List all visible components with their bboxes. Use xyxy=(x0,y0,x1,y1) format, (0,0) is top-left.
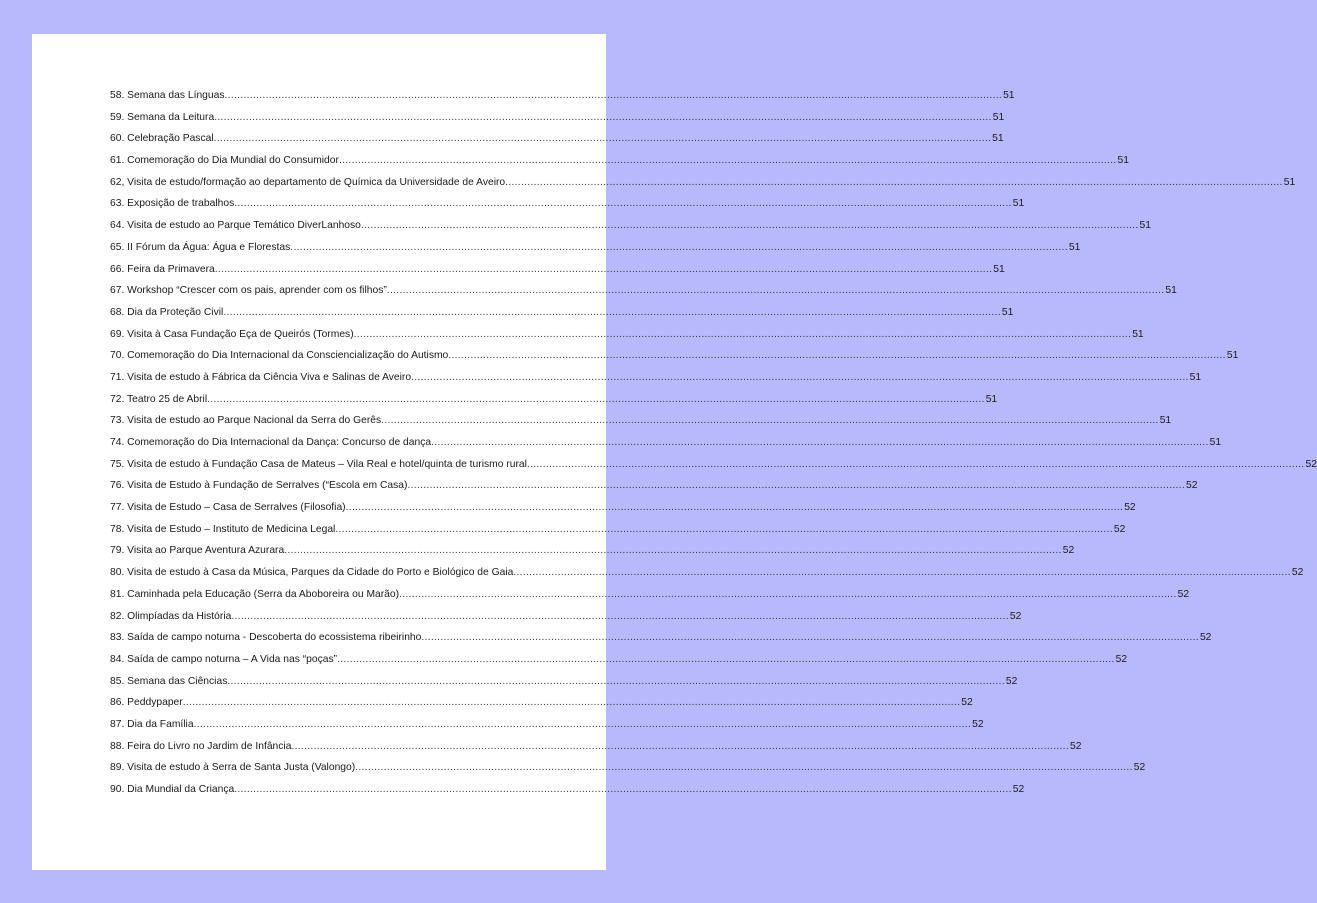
toc-entry[interactable] xyxy=(110,371,1202,394)
dot-leader xyxy=(207,394,985,405)
dot-leader xyxy=(291,741,1069,752)
dot-leader xyxy=(407,480,1185,491)
toc-entry-page-number: 52 xyxy=(1133,762,1146,774)
toc-entry[interactable] xyxy=(110,784,1025,806)
toc-entry[interactable] xyxy=(110,545,1075,567)
toc-entry[interactable] xyxy=(110,697,973,719)
toc-entry[interactable] xyxy=(110,263,1005,286)
toc-entry-title: 76. Visita de Estudo à Fundação de Serralves (“Escola em Casa) xyxy=(110,480,408,492)
dot-leader xyxy=(284,545,1062,556)
dot-leader xyxy=(337,654,1115,665)
dot-leader xyxy=(234,784,1012,795)
toc-entry-title: 73. Visita de estudo ao Parque Nacional da Serra do Gerês xyxy=(110,415,382,427)
dot-leader xyxy=(194,719,972,730)
toc-entry-page-number: 51 xyxy=(1139,220,1151,232)
toc-entry-title: 68. Dia da Proteção Civil xyxy=(110,306,224,318)
toc-entry-title: 81. Caminhada pela Educação (Serra da Aboboreira ou Marão) xyxy=(110,588,400,600)
toc-entry[interactable] xyxy=(110,285,1177,307)
dot-leader xyxy=(214,133,992,144)
toc-entry-page-number: 52 xyxy=(1062,545,1075,557)
toc-entry[interactable] xyxy=(110,306,1014,329)
toc-entry[interactable] xyxy=(110,675,1018,698)
toc-entry-title: 60. Celebração Pascal xyxy=(110,133,214,145)
dot-leader xyxy=(448,350,1226,361)
toc-entry-page-number: 52 xyxy=(1177,588,1190,600)
toc-entry-page-number: 52 xyxy=(1305,458,1317,470)
toc-entry-page-number: 52 xyxy=(961,697,973,709)
toc-entry-title: 87. Dia da Família xyxy=(110,718,194,730)
dot-leader xyxy=(227,676,1005,687)
toc-entry-page-number: 51 xyxy=(1283,176,1296,188)
toc-entry[interactable] xyxy=(110,588,1190,611)
toc-entry-title: 74. Comemoração do Dia Internacional da Dança: Concurso de dança xyxy=(110,437,432,448)
toc-entry-title: 79. Visita ao Parque Aventura Azurara xyxy=(110,545,285,557)
toc-entry-title: 62, Visita de estudo/formação ao departamento de Química da Universidade de Aveiro xyxy=(110,176,506,188)
toc-entry-title: 66. Feira da Primavera xyxy=(110,263,215,275)
toc-entry-page-number: 51 xyxy=(1165,285,1177,297)
toc-entry-page-number: 51 xyxy=(1226,350,1239,362)
toc-entry-title: 67. Workshop “Crescer com os pais, aprender com os filhos” xyxy=(110,285,387,297)
toc-entry-page-number: 51 xyxy=(993,263,1005,275)
toc-entry[interactable] xyxy=(110,220,1151,242)
toc-entry-title: 61. Comemoração do Dia Mundial do Consumidor xyxy=(110,155,339,167)
toc-entry[interactable] xyxy=(110,718,984,741)
dot-leader xyxy=(223,307,1001,318)
toc-entry-title: 80. Visita de estudo à Casa da Música, Parques da Cidade do Porto e Biológico de Gaia xyxy=(110,567,514,579)
toc-entry-title: 71. Visita de estudo à Fábrica da Ciência Viva e Salinas de Aveiro xyxy=(110,371,412,383)
toc-entry-title: 72. Teatro 25 de Abril xyxy=(110,393,208,405)
toc-entry[interactable] xyxy=(110,133,1004,155)
toc-entry-title: 70. Comemoração do Dia Internacional da Consciencialização do Autismo xyxy=(110,350,449,362)
dot-leader xyxy=(234,198,1012,209)
dot-leader xyxy=(339,155,1117,166)
toc-entry[interactable] xyxy=(110,480,1198,502)
toc-entry-page-number: 52 xyxy=(1005,675,1018,687)
toc-entry-title: 59. Semana da Leitura xyxy=(110,111,215,123)
dot-leader xyxy=(214,112,992,123)
toc-entry-page-number: 52 xyxy=(972,718,984,730)
dot-leader xyxy=(231,611,1009,622)
toc-entry[interactable] xyxy=(110,90,1015,112)
toc-entry[interactable] xyxy=(110,567,1304,589)
toc-entry-page-number: 52 xyxy=(1012,784,1025,795)
toc-entry-title: 82. Olimpíadas da História xyxy=(110,610,232,622)
toc-entry-page-number: 51 xyxy=(1001,306,1014,318)
toc-entry-page-number: 52 xyxy=(1115,653,1128,665)
table-of-contents xyxy=(110,90,1317,806)
toc-entry-page-number: 51 xyxy=(992,111,1005,123)
toc-entry[interactable] xyxy=(110,610,1022,633)
toc-entry-title: 75. Visita de estudo à Fundação Casa de Mateus – Vila Real e hotel/quinta de turismo rural xyxy=(110,458,527,470)
dot-leader xyxy=(505,177,1283,188)
toc-entry-page-number: 52 xyxy=(1186,480,1198,492)
toc-entry-title: 83. Saída de campo noturna - Descoberta do ecossistema ribeirinho xyxy=(110,632,422,644)
toc-entry-title: 84. Saída de campo noturna – A Vida nas “poças” xyxy=(110,653,338,665)
dot-leader xyxy=(381,415,1159,426)
toc-entry-title: 69. Visita à Casa Fundação Eça de Queirós (Tormes) xyxy=(110,328,354,340)
dot-leader xyxy=(399,589,1177,600)
toc-entry-page-number: 51 xyxy=(992,133,1004,145)
toc-entry-page-number: 51 xyxy=(1189,371,1202,383)
toc-entry[interactable] xyxy=(110,632,1212,654)
dot-leader xyxy=(387,285,1165,296)
toc-entry-page-number: 52 xyxy=(1199,632,1212,644)
toc-entry[interactable] xyxy=(110,111,1005,134)
toc-entry-page-number: 51 xyxy=(985,393,998,405)
toc-entry[interactable] xyxy=(110,415,1172,437)
toc-entry[interactable] xyxy=(110,437,1222,459)
toc-entry-page-number: 51 xyxy=(1159,415,1172,427)
dot-leader xyxy=(431,437,1209,448)
dot-leader xyxy=(346,502,1124,513)
toc-entry-page-number: 51 xyxy=(1117,155,1129,167)
toc-entry-title: 63. Exposição de trabalhos xyxy=(110,198,235,210)
toc-entry-page-number: 52 xyxy=(1009,610,1022,622)
toc-entry-title: 65. II Fórum da Água: Água e Florestas xyxy=(110,241,291,253)
toc-entry-title: 64. Visita de estudo ao Parque Temático DiverLanhoso xyxy=(110,220,361,232)
toc-entry-title: 78. Visita de Estudo – Instituto de Medicina Legal xyxy=(110,523,336,535)
toc-entry[interactable] xyxy=(110,155,1129,177)
toc-entry[interactable] xyxy=(110,393,998,416)
toc-entry[interactable] xyxy=(110,653,1128,676)
toc-entry-title: 89. Visita de estudo à Serra de Santa Justa (Valongo) xyxy=(110,762,356,774)
dot-leader xyxy=(355,762,1133,773)
toc-entry[interactable] xyxy=(110,523,1126,546)
dot-leader xyxy=(335,524,1113,535)
dot-leader xyxy=(513,567,1291,578)
toc-entry-page-number: 52 xyxy=(1113,523,1126,535)
toc-entry[interactable] xyxy=(110,740,1082,763)
toc-entry-title: 77. Visita de Estudo – Casa de Serralves (Filosofia) xyxy=(110,502,346,514)
dot-leader xyxy=(361,220,1139,231)
toc-entry[interactable] xyxy=(110,328,1144,351)
toc-entry[interactable] xyxy=(110,762,1146,784)
dot-leader xyxy=(411,372,1189,383)
toc-entry-title: 88. Feira do Livro no Jardim de Infância xyxy=(110,740,292,752)
toc-entry[interactable] xyxy=(110,350,1239,372)
toc-entry-title: 58. Semana das Línguas xyxy=(110,90,225,101)
dot-leader xyxy=(290,242,1068,253)
toc-entry-title: 85. Semana das Ciências xyxy=(110,675,228,687)
dot-leader xyxy=(354,329,1132,340)
toc-entry-page-number: 52 xyxy=(1070,740,1082,752)
toc-entry-page-number: 52 xyxy=(1291,567,1304,579)
toc-entry-page-number: 51 xyxy=(1132,328,1144,340)
dot-leader xyxy=(225,90,1003,101)
dot-leader xyxy=(527,459,1305,470)
dot-leader xyxy=(421,632,1199,643)
toc-entry[interactable] xyxy=(110,458,1317,481)
toc-entry[interactable] xyxy=(110,241,1081,264)
toc-entry-title: 86. Peddypaper xyxy=(110,697,183,709)
document-page xyxy=(32,34,1317,870)
toc-entry[interactable] xyxy=(110,502,1136,524)
toc-entry-page-number: 52 xyxy=(1124,502,1136,514)
dot-leader xyxy=(183,697,961,708)
toc-entry-title: 90. Dia Mundial da Criança xyxy=(110,784,235,795)
toc-entry[interactable] xyxy=(110,176,1296,199)
toc-entry-page-number: 51 xyxy=(1209,437,1222,448)
toc-entry-page-number: 51 xyxy=(1012,198,1025,210)
toc-entry-page-number: 51 xyxy=(1003,90,1015,101)
toc-entry-page-number: 51 xyxy=(1068,241,1081,253)
toc-entry[interactable] xyxy=(110,198,1025,220)
dot-leader xyxy=(215,264,993,275)
